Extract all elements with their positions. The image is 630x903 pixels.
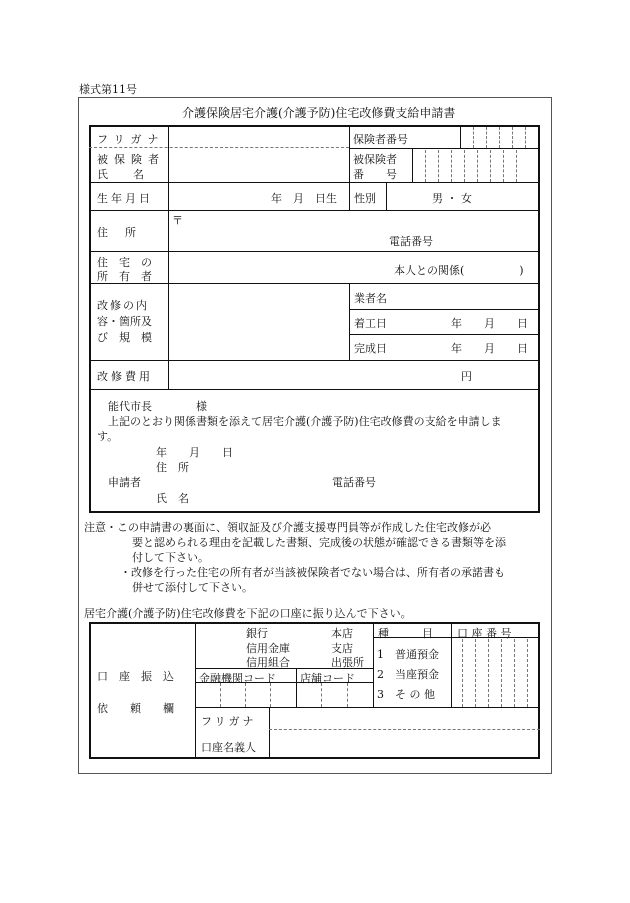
declaration-name: 氏 名 — [156, 492, 189, 505]
note-2-line-2: 併せて添付して下さい。 — [132, 581, 253, 594]
form-title: 介護保険居宅介護(介護予防)住宅改修費支給申請書 — [182, 106, 456, 120]
bank-type-bank: 銀行 — [246, 627, 268, 640]
bank-instruction: 居宅介護(介護予防)住宅改修費を下記の口座に振り込んで下さい。 — [84, 607, 412, 620]
insured-number-label-2: 番 号 — [353, 168, 397, 181]
branch-code-label: 店舗コード — [300, 672, 355, 685]
contractor-label: 業者名 — [354, 292, 387, 305]
renovation-label-3: び 規 模 — [97, 331, 152, 344]
declaration-body: 上記のとおり関係書類を添えて居宅介護(介護予防)住宅改修費の支給を申請しま — [108, 415, 502, 428]
insurer-number-label: 保険者番号 — [353, 133, 408, 146]
insured-number-label: 被保険者 — [353, 153, 397, 166]
completion-date-value: 年 月 日 — [451, 342, 528, 355]
birthdate-value: 年 月 日生 — [271, 192, 337, 205]
insured-name-label-2: 氏 名 — [97, 168, 145, 181]
account-type-1: 1 普通預金 — [377, 648, 439, 661]
yen-unit: 円 — [461, 370, 472, 383]
postal-mark: 〒 — [172, 214, 183, 227]
furigana-label: フリガナ — [97, 133, 165, 146]
address-label: 住 所 — [97, 226, 139, 239]
birthdate-label: 生年月日 — [97, 192, 153, 205]
bank-label-2: 依 頼 欄 — [97, 702, 174, 715]
phone-label: 電話番号 — [389, 235, 433, 248]
note-2: ・改修を行った住宅の所有者が当該被保険者でない場合は、所有者の承諾書も — [120, 566, 505, 579]
gender-value: 男 ・ 女 — [432, 192, 472, 205]
insured-name-label: 被保険者 — [97, 153, 165, 166]
holder-name-label: 口座名義人 — [201, 741, 256, 754]
addressee: 能代市長 様 — [108, 400, 207, 413]
declaration-address: 住 所 — [156, 461, 189, 474]
bank-type-shinkin: 信用金庫 — [246, 642, 290, 655]
owner-label: 住 宅 の — [97, 256, 152, 269]
bank-type-kumiai: 信用組合 — [246, 656, 290, 669]
declaration-date: 年 月 日 — [156, 446, 233, 459]
renovation-label: 改修の内 — [97, 299, 149, 312]
owner-label-2: 所 有 者 — [97, 270, 152, 283]
account-number-header: 口 座 番 号 — [457, 627, 512, 640]
relation-field: 本人との関係( ) — [394, 264, 524, 277]
cost-label: 改修費用 — [97, 370, 153, 383]
applicant-label: 申請者 — [108, 476, 141, 489]
declaration-phone: 電話番号 — [332, 476, 376, 489]
bank-table — [89, 622, 540, 759]
sub-office: 出張所 — [331, 656, 364, 669]
start-date-value: 年 月 日 — [451, 317, 528, 330]
form-number: 様式第11号 — [79, 83, 137, 96]
branch-office: 支店 — [331, 642, 353, 655]
gender-label: 性別 — [354, 192, 376, 205]
account-type-header: 種 目 — [378, 627, 433, 640]
declaration-body-2: す。 — [97, 430, 119, 443]
note-1: 注意・この申請書の裏面に、領収証及び介護支援専門員等が作成した住宅改修が必 — [84, 521, 491, 534]
bank-label: 口 座 振 込 — [97, 670, 174, 683]
institution-code-label: 金融機関コード — [199, 672, 276, 685]
account-type-2: 2 当座預金 — [377, 668, 439, 681]
note-1-line-2: 要と認められる理由を記載した書類、完成後の状態が確認できる書類等を添 — [132, 536, 506, 549]
completion-date-label: 完成日 — [354, 342, 387, 355]
note-1-line-3: 付して下さい。 — [132, 551, 209, 564]
start-date-label: 着工日 — [354, 317, 387, 330]
head-office: 本店 — [331, 627, 353, 640]
holder-furigana-label: フリガナ — [201, 715, 257, 728]
renovation-label-2: 容・箇所及 — [97, 315, 152, 328]
account-type-3: 3 そ の 他 — [377, 688, 435, 701]
